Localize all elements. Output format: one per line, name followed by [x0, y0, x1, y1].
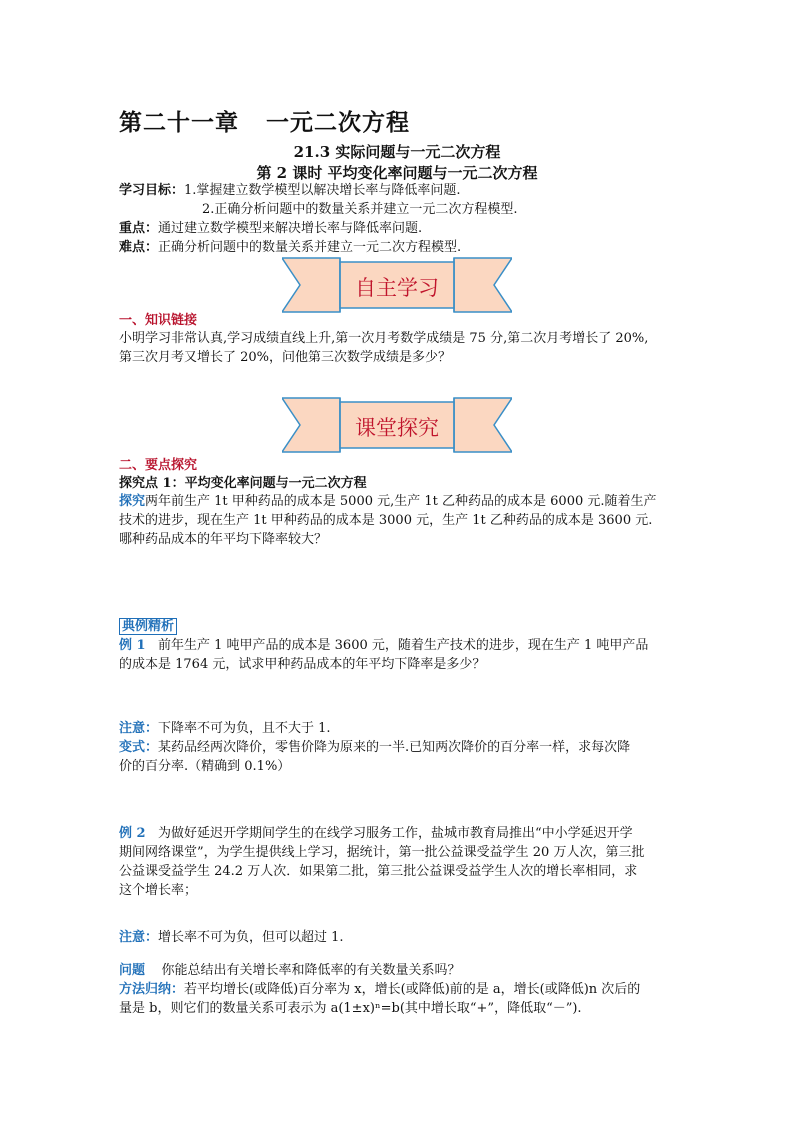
difficulty-label: 难点：: [119, 240, 159, 255]
note-2-text: 增长率不可为负，但可以超过 1.: [158, 930, 344, 945]
explore-line-2: 技术的进步，现在生产 1t 甲种药品的成本是 3000 元，生产 1t 乙种药品的成本是 3600 元.: [119, 513, 653, 528]
section-title: 21.3 实际问题与一元二次方程: [293, 143, 501, 161]
goals-label: 学习目标：: [119, 183, 185, 198]
explore-text-1: 两年前生产 1t 甲种药品的成本是 5000 元,生产 1t 乙种药品的成本是 6000 元.随着生产: [145, 494, 657, 509]
explore-label: 探究: [119, 494, 146, 509]
key-explore-heading: 二、要点探究: [119, 458, 198, 473]
example-1-label: 例 1: [119, 638, 146, 653]
knowledge-line-2: 第三次月考又增长了 20%，问他第三次数学成绩是多少？: [119, 350, 452, 365]
learning-goal-2: [119, 200, 772, 219]
method-line-1: [119, 980, 689, 999]
goal-item-1: 1.掌握建立数学模型以解决增长率与降低率问题.: [184, 183, 461, 198]
example-2-line-2: 期间网络课堂”，为学生提供线上学习，据统计，第一批公益课受益学生 20 万人次，第三批: [119, 845, 645, 860]
goal-item-2: 2.正确分析问题中的数量关系并建立一元二次方程模型.: [202, 202, 518, 217]
banner-class-explore-text: 课堂探究: [355, 416, 439, 440]
variant-label: 变式：: [119, 740, 159, 755]
note-2: [119, 928, 689, 947]
example-1-text-1: 前年生产 1 吨甲产品的成本是 3600 元，随着生产技术的进步，现在生产 1 吨甲产品: [157, 638, 649, 653]
example-2-line-1: [119, 824, 689, 843]
example-2-line-3: 公益课受益学生 24.2 万人次．如果第二批，第三批公益课受益学生人次的增长率相同，求: [119, 864, 638, 879]
question-text: 你能总结出有关增长率和降低率的有关数量关系吗？: [161, 963, 461, 978]
banner-self-study-text: 自主学习: [355, 276, 439, 300]
chapter-title: 第二十一章 一元二次方程: [119, 110, 411, 136]
example-2-label: 例 2: [119, 826, 146, 841]
variant-line-1: [119, 738, 689, 757]
question-label: 问题: [119, 963, 146, 978]
method-label: 方法归纳：: [119, 982, 185, 997]
question: [119, 961, 689, 980]
example-2-text-1: 为做好延迟开学期间学生的在线学习服务工作，盐城市教育局推出“中小学延迟开学: [157, 826, 633, 841]
explore-line-3: 哪种药品成本的年平均下降率较大？: [119, 532, 328, 547]
example-1-line-1: [119, 636, 689, 655]
example-2-line-4: 这个增长率；: [119, 883, 198, 898]
banner-class-explore: [282, 396, 512, 454]
key-point-text: 通过建立数学模型来解决增长率与降低率问题.: [158, 221, 423, 236]
example-badge-row: [119, 617, 689, 636]
banner-self-study: [282, 256, 512, 314]
lesson-title: 第 2 课时 平均变化率问题与一元二次方程: [256, 164, 538, 182]
method-text-1: 若平均增长(或降低)百分率为 x，增长(或降低)前的是 a，增长(或降低)n 次后的: [184, 982, 641, 997]
explore-line-1: [119, 492, 689, 511]
example-badge: 典例精析: [119, 618, 177, 635]
knowledge-line-1: 小明学习非常认真,学习成绩直线上升,第一次月考数学成绩是 75 分,第二次月考增长了 20%,: [119, 331, 649, 346]
note-1-text: 下降率不可为负，且不大于 1.: [158, 721, 331, 736]
note-1-label: 注意：: [119, 721, 159, 736]
explore-point-1: 探究点 1：平均变化率问题与一元二次方程: [119, 476, 367, 491]
method-line-2: 量是 b，则它们的数量关系可表示为 a(1±x)ⁿ=b(其中增长取“+”，降低取“－”).: [119, 1001, 582, 1016]
key-point-label: 重点：: [119, 221, 159, 236]
difficulty-text: 正确分析问题中的数量关系并建立一元二次方程模型.: [158, 240, 462, 255]
note-2-label: 注意：: [119, 930, 159, 945]
knowledge-heading: 一、知识链接: [119, 313, 198, 328]
learning-goal-1: [119, 181, 689, 200]
example-1-line-2: 的成本是 1764 元，试求甲种药品成本的年平均下降率是多少？: [119, 657, 486, 672]
variant-text-1: 某药品经两次降价，零售价降为原来的一半.已知两次降价的百分率一样，求每次降: [158, 740, 631, 755]
difficulty: [119, 238, 689, 257]
note-1: [119, 719, 689, 738]
variant-line-2: 价的百分率.（精确到 0.1%）: [119, 759, 291, 774]
key-point: [119, 219, 689, 238]
